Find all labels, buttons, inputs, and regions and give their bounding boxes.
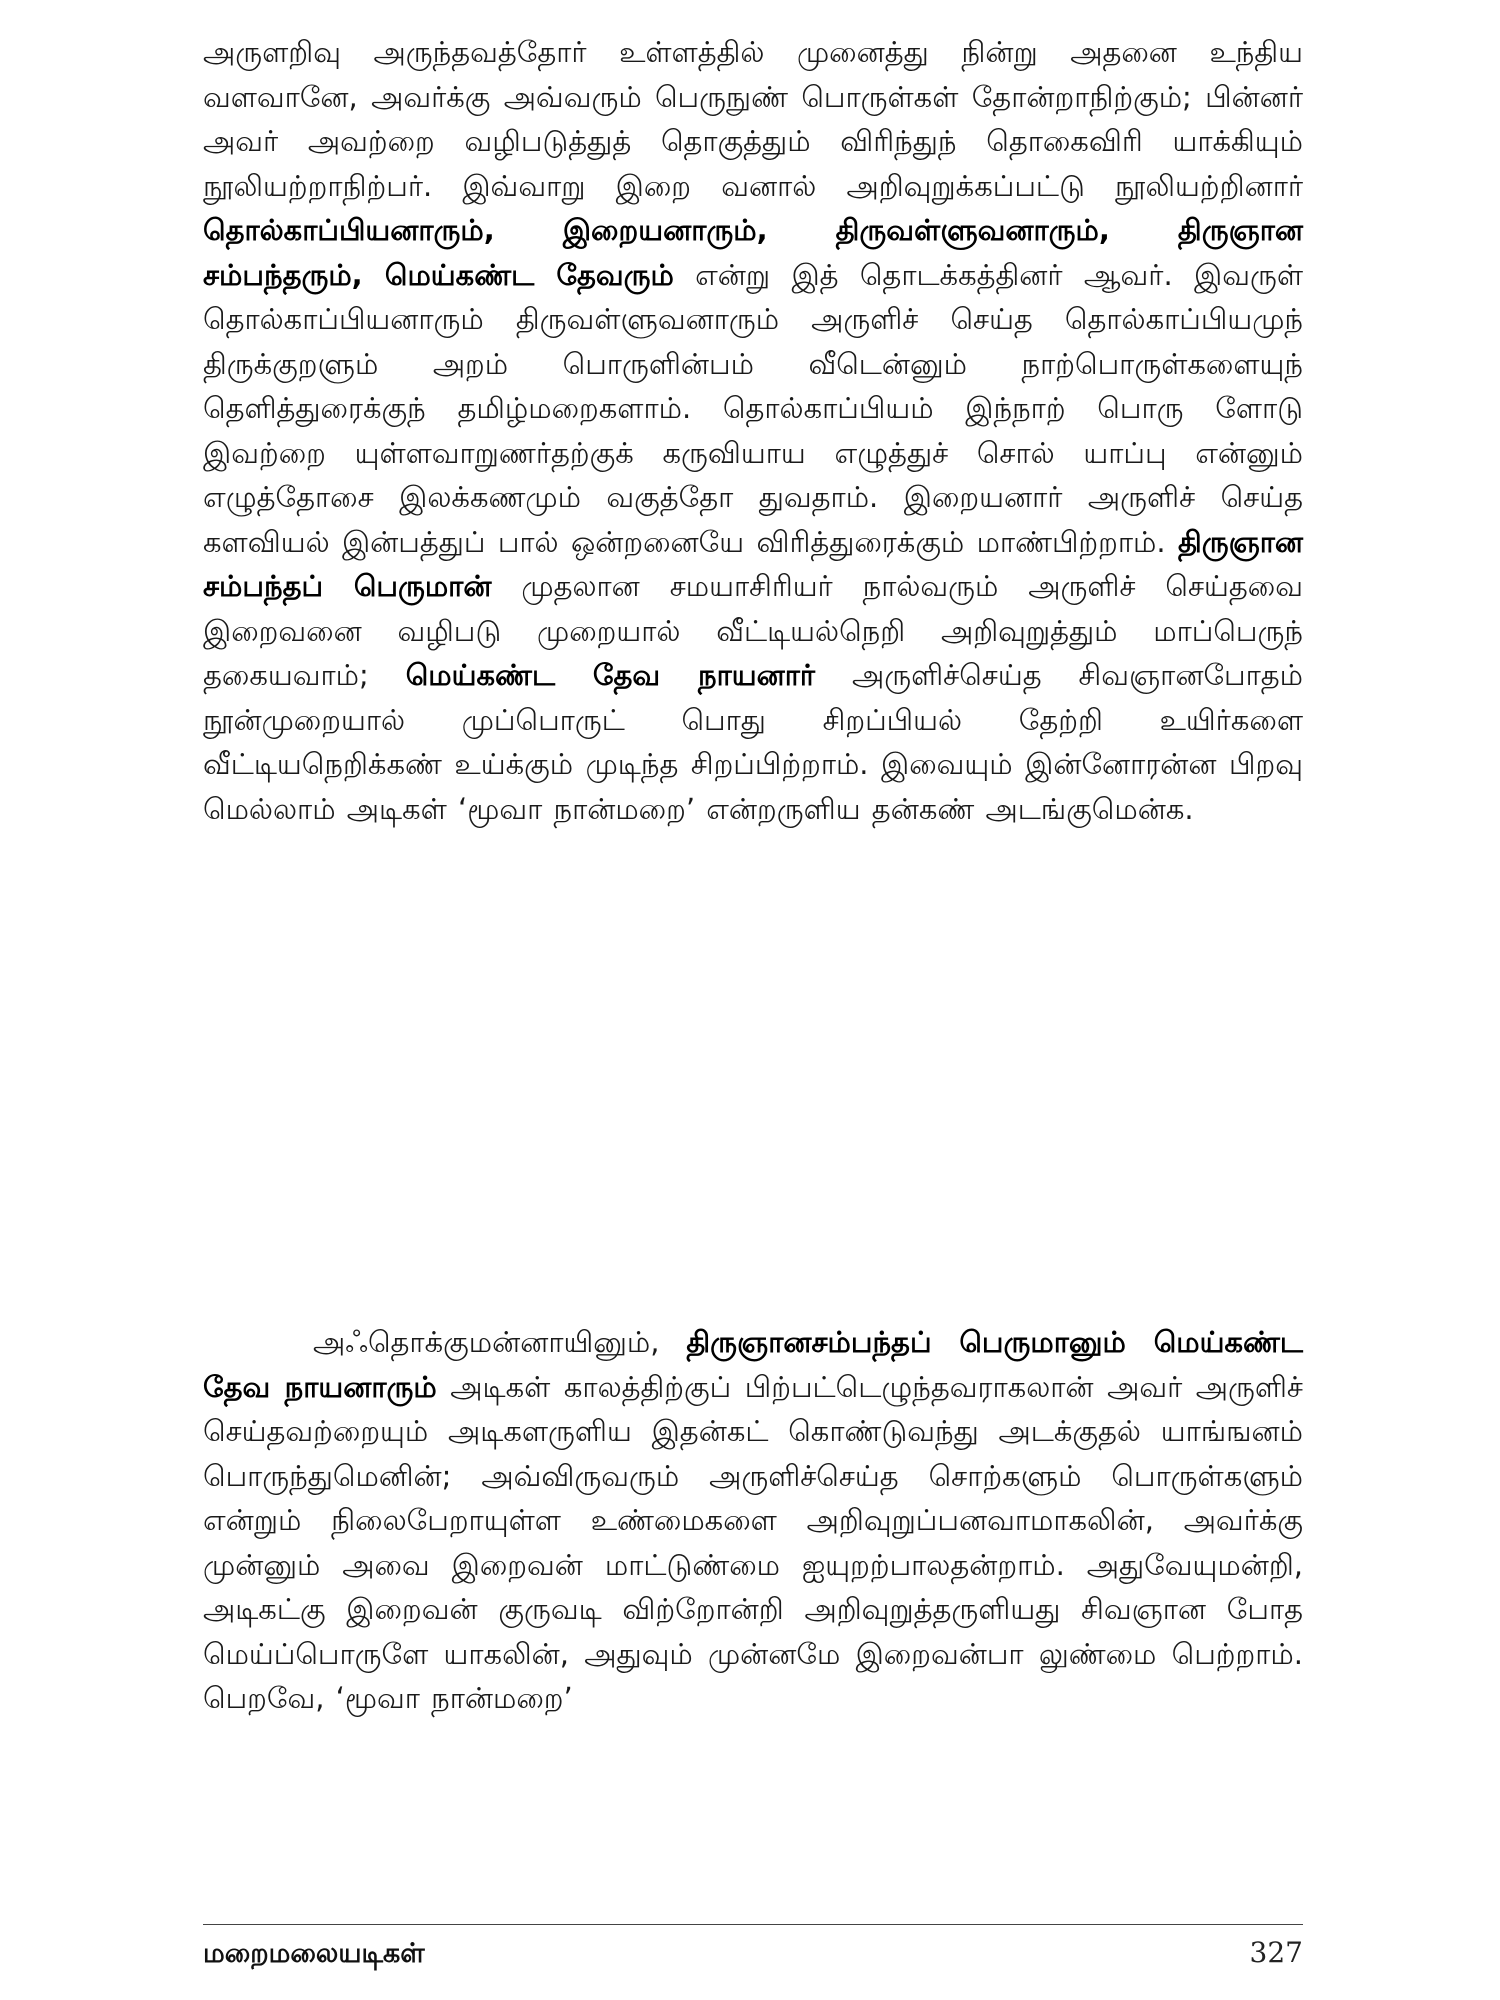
page-number: 327 [1249, 1936, 1303, 1969]
para1-text: அருளிச்செய்த சிவஞானபோதம் நூன்முறையால் முப்பொருட் பொது சிறப்பியல் தேற்றி உயிர்களை வீட்டியநெறிக்கண் உய்க்கும் முடிந்த சிறப்பிற்றாம். இவையும் இன்னோரன்ன பிறவு மெல்லாம் அடிகள் ‘மூவா நான்மறை’ என்றருளிய தன்கண் அடங்குமென்க. [203, 658, 1303, 826]
para2-bold-names: திருஞானசம்பந்தப் பெருமானும் மெய்கண்ட தேவ நாயனாரும் [203, 1325, 1304, 1404]
para2-text: அடிகள் காலத்திற்குப் பிற்பட்டெழுந்தவராகலான் அவர் அருளிச் செய்தவற்றையும் அடிகளருளிய இதன்கட் கொண்டுவந்து அடக்குதல் யாங்ஙனம் பொருந்துமெனின்; அவ்விருவரும் அருளிச்செய்த சொற்களும் பொருள்களும் என்றும் நிலைபேறாயுள்ள உண்மைகளை அறிவுறுப்பனவாமாகலின், அவர்க்கு முன்னும் அவை இறைவன் மாட்டுண்மை ஐயுறற்பாலதன்றாம். அதுவேயுமன்றி, அடிகட்கு இறைவன் குருவடி விற்றோன்றி அறிவுறுத்தருளியது சிவஞான போத மெய்ப்பொருளே யாகலின், அதுவும் முன்னமே இறைவன்பா லுண்மை பெற்றாம். பெறவே, ‘மூவா நான்மறை’ [203, 1369, 1303, 1715]
para1-text: அருளறிவு அருந்தவத்தோர் உள்ளத்தில் முனைத்து நின்று அதனை உந்திய வளவானே, அவர்க்கு அவ்வரும் பெருநுண் பொருள்கள் தோன்றாநிற்கும்; பின்னர் அவர் அவற்றை வழிபடுத்துத் தொகுத்தும் விரிந்துந் தொகைவிரி யாக்கியும் நூலியற்றாநிற்பர். இவ்வாறு இறை வனால் அறிவுறுக்கப்பட்டு நூலியற்றினார் [203, 35, 1303, 203]
para2-text: அஃதொக்குமன்னாயினும், [313, 1325, 687, 1359]
para1-text: முதலான சமயாசிரியர் நால்வரும் அருளிச் செய்தவை இறைவனை வழிபடு முறையால் வீட்டியல்நெறி அறிவுறுத்தும் மாப்பெருந் தகையவாம்; [203, 569, 1303, 692]
footer-title: மறைமலையடிகள் [203, 1938, 425, 1969]
paragraph-1 [203, 30, 1303, 831]
footer-divider [203, 1924, 1303, 1925]
para1-bold-sambandar: திருஞான சம்பந்தப் பெருமான் [203, 524, 1303, 603]
paragraph-2 [203, 1320, 1303, 1721]
para1-bold-meykanda: மெய்கண்ட தேவ நாயனார் [405, 658, 816, 692]
para1-text: என்று இத் தொடக்கத்தினர் ஆவர். இவருள் தொல்காப்பியனாரும் திருவள்ளுவனாரும் அருளிச் செய்த தொல்காப்பியமுந் திருக்குறளும் அறம் பொருளின்பம் வீடென்னும் நாற்பொருள்களையுந் தெளித்துரைக்குந் தமிழ்மறைகளாம். தொல்காப்பியம் இந்நாற் பொரு ளோடு இவற்றை யுள்ளவாறுணர்தற்குக் கருவியாய எழுத்துச் சொல் யாப்பு என்னும் எழுத்தோசை இலக்கணமும் வகுத்தோ துவதாம். இறையனார் அருளிச் செய்த களவியல் இன்பத்துப் பால் ஒன்றனையே விரித்துரைக்கும் மாண்பிற்றாம். [203, 257, 1303, 559]
para1-bold-authors: தொல்காப்பியனாரும், இறையனாரும், திருவள்ளுவனாரும், திருஞான சம்பந்தரும், மெய்கண்ட தேவரும் [203, 213, 1303, 292]
